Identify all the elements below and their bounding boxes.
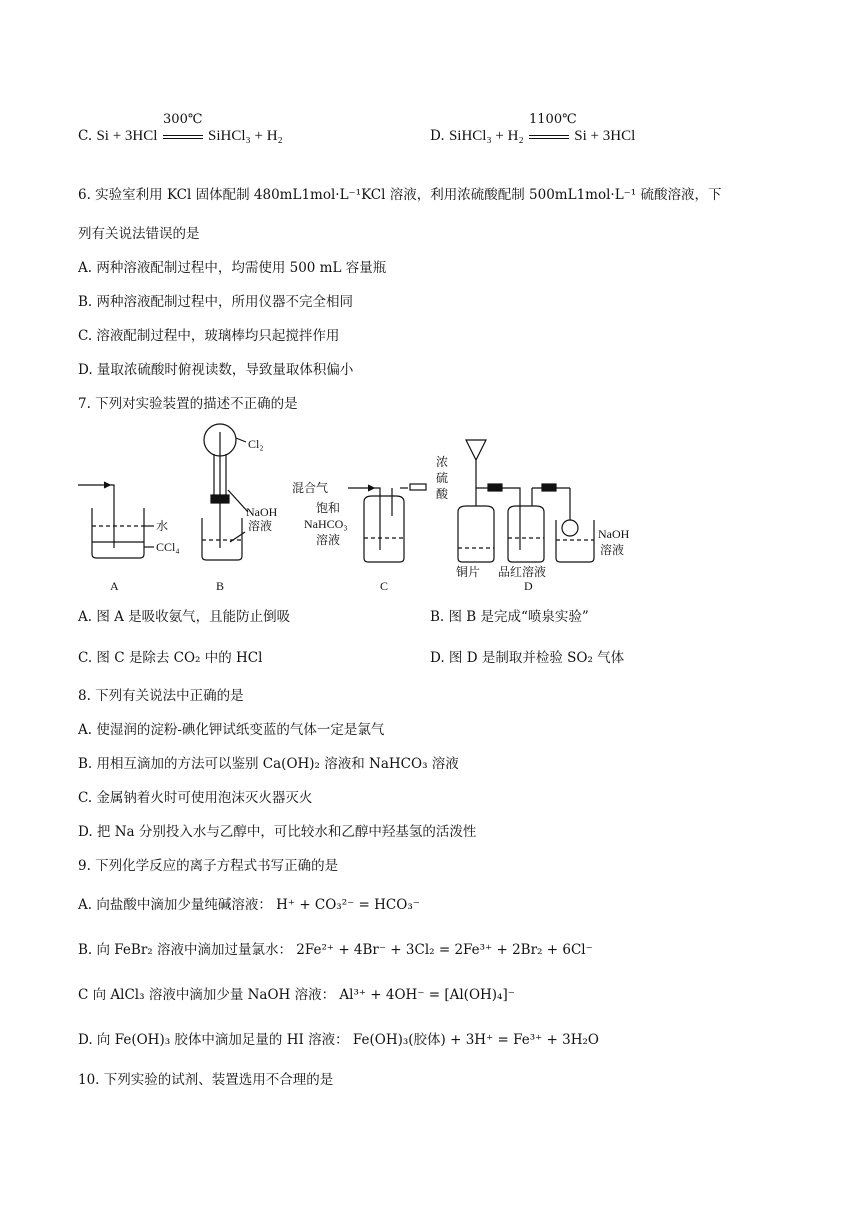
equation-left: SiHCl₃ + H₂	[448, 128, 524, 144]
q7-option-c: C. 图 C 是除去 CO₂ 中的 HCl	[78, 650, 263, 666]
label-magenta: 品红溶液	[498, 565, 547, 579]
label-solution-c: 溶液	[316, 533, 341, 547]
q5-option-d	[430, 112, 636, 146]
q9-stem: 9. 下列化学反应的离子方程式书写正确的是	[78, 858, 339, 874]
label-ccl4: CCl₄	[156, 540, 180, 554]
caption-c: C	[380, 579, 389, 593]
label-conc-1: 浓	[436, 455, 449, 469]
q7-option-b: B. 图 B 是完成“喷泉实验”	[430, 609, 589, 625]
q6-stem-line2: 列有关说法错误的是	[78, 226, 200, 242]
label-naoh-d: NaOH	[598, 527, 630, 541]
q9-option-c: C 向 AlCl₃ 溶液中滴加少量 NaOH 溶液： Al³⁺ + 4OH⁻ = [Al(OH)₄]⁻	[78, 987, 515, 1003]
q5-option-c	[78, 112, 283, 146]
q9-option-b: B. 向 FeBr₂ 溶液中滴加过量氯水： 2Fe²⁺ + 4Br⁻ + 3Cl₂ = 2Fe³⁺ + 2Br₂ + 6Cl⁻	[78, 942, 593, 958]
equation-right: Si + 3HCl	[574, 128, 636, 144]
label-cl2: Cl₂	[248, 437, 264, 451]
q9-option-a: A. 向盐酸中滴加少量纯碱溶液： H⁺ + CO₃²⁻ = HCO₃⁻	[78, 897, 420, 913]
caption-a: A	[110, 579, 119, 593]
label-copper: 铜片	[456, 565, 481, 579]
q6-option-b: B. 两种溶液配制过程中，所用仪器不完全相同	[78, 294, 354, 310]
label-saturated: 饱和	[316, 501, 341, 515]
equation-left: Si + 3HCl	[96, 128, 158, 144]
label-nahco3: NaHCO₃	[304, 517, 348, 531]
label-water: 水	[156, 519, 169, 533]
label-mixed-gas: 混合气	[292, 481, 329, 495]
label-conc-3: 酸	[436, 487, 449, 501]
label-solution-b: 溶液	[248, 519, 273, 533]
q7-apparatus-figure	[70, 420, 650, 600]
q7-stem: 7. 下列对实验装置的描述不正确的是	[78, 396, 298, 412]
option-label: C.	[78, 128, 93, 144]
q7-option-d: D. 图 D 是制取并检验 SO₂ 气体	[430, 650, 625, 666]
reaction-condition: 300℃	[163, 126, 203, 146]
q9-option-d: D. 向 Fe(OH)₃ 胶体中滴加足量的 HI 溶液： Fe(OH)₃(胶体) + 3H⁺ = Fe³⁺ + 3H₂O	[78, 1032, 599, 1048]
q8-option-a: A. 使湿润的淀粉-碘化钾试纸变蓝的气体一定是氯气	[78, 722, 385, 738]
q6-option-c: C. 溶液配制过程中，玻璃棒均只起搅拌作用	[78, 328, 340, 344]
reaction-condition: 1100℃	[529, 126, 569, 146]
q10-stem: 10. 下列实验的试剂、装置选用不合理的是	[78, 1072, 334, 1088]
q6-stem-line1: 6. 实验室利用 KCl 固体配制 480mL1mol·L⁻¹KCl 溶液，利用浓硫酸配制 500mL1mol·L⁻¹ 硫酸溶液，下	[78, 187, 722, 203]
q6-option-d: D. 量取浓硫酸时俯视读数，导致量取体积偏小	[78, 362, 354, 378]
label-naoh-b: NaOH	[246, 505, 278, 519]
q7-option-a: A. 图 A 是吸收氨气，且能防止倒吸	[78, 609, 291, 625]
q8-stem: 8. 下列有关说法中正确的是	[78, 688, 244, 704]
label-conc-2: 硫	[436, 471, 449, 485]
caption-d: D	[524, 579, 533, 593]
label-solution-d: 溶液	[600, 543, 625, 557]
q6-option-a: A. 两种溶液配制过程中，均需使用 500 mL 容量瓶	[78, 260, 387, 276]
caption-b: B	[216, 579, 225, 593]
q8-option-c: C. 金属钠着火时可使用泡沫灭火器灭火	[78, 790, 313, 806]
q8-option-b: B. 用相互滴加的方法可以鉴别 Ca(OH)₂ 溶液和 NaHCO₃ 溶液	[78, 756, 459, 772]
q8-option-d: D. 把 Na 分别投入水与乙醇中，可比较水和乙醇中羟基氢的活泼性	[78, 824, 477, 840]
equation-right: SiHCl₃ + H₂	[208, 128, 283, 144]
option-label: D.	[430, 128, 445, 144]
